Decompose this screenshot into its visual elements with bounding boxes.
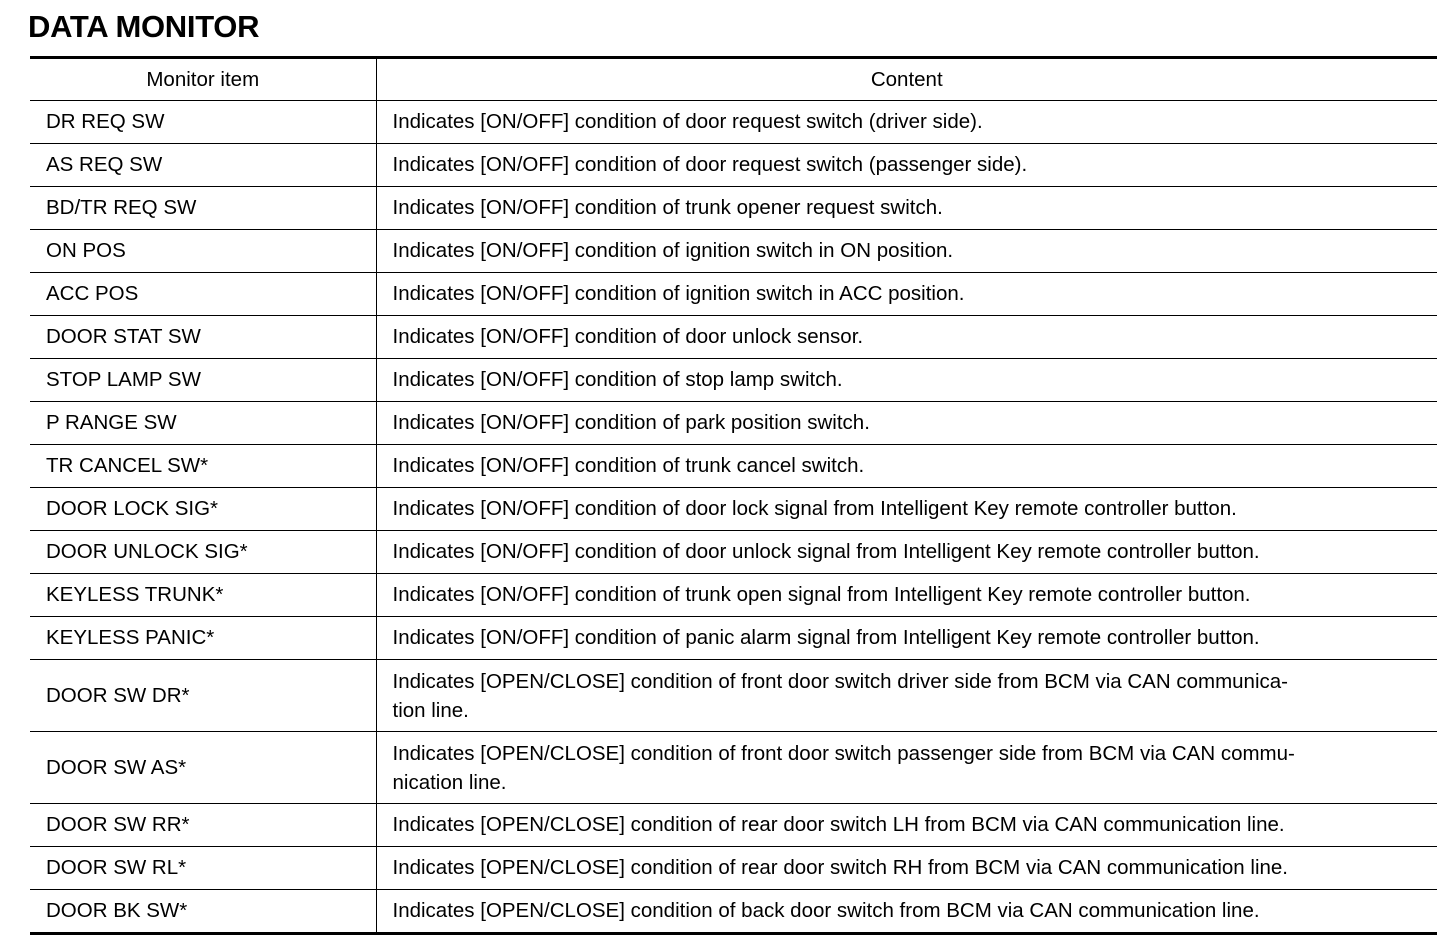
- table-row: [30, 847, 1437, 890]
- table-row: [30, 273, 1437, 316]
- monitor-item-cell: DOOR STAT SW: [30, 316, 376, 359]
- content-cell: Indicates [ON/OFF] condition of door lock signal from Intelligent Key remote controller button.: [376, 488, 1437, 531]
- data-monitor-table: [30, 56, 1437, 935]
- table-row: [30, 144, 1437, 187]
- content-cell: Indicates [ON/OFF] condition of trunk opener request switch.: [376, 187, 1437, 230]
- content-cell: Indicates [ON/OFF] condition of door request switch (driver side).: [376, 101, 1437, 144]
- table-row: [30, 890, 1437, 934]
- content-cell: [376, 660, 1437, 732]
- monitor-item-cell: DOOR UNLOCK SIG*: [30, 531, 376, 574]
- monitor-item-cell: ON POS: [30, 230, 376, 273]
- table-row: [30, 187, 1437, 230]
- column-header-monitor-item: Monitor item: [30, 58, 376, 101]
- content-line: tion line.: [392, 698, 469, 722]
- content-cell: Indicates [ON/OFF] condition of trunk cancel switch.: [376, 445, 1437, 488]
- monitor-item-cell: TR CANCEL SW*: [30, 445, 376, 488]
- table-row: [30, 617, 1437, 660]
- column-header-content: Content: [376, 58, 1437, 101]
- table-row: [30, 316, 1437, 359]
- monitor-item-cell: P RANGE SW: [30, 402, 376, 445]
- content-line: Indicates [OPEN/CLOSE] condition of front door switch driver side from BCM via CAN communica-: [392, 669, 1288, 693]
- monitor-item-cell: DOOR LOCK SIG*: [30, 488, 376, 531]
- table-row: [30, 732, 1437, 804]
- table-row: [30, 804, 1437, 847]
- table-row: [30, 488, 1437, 531]
- table-row: [30, 402, 1437, 445]
- monitor-item-cell: BD/TR REQ SW: [30, 187, 376, 230]
- monitor-item-cell: KEYLESS PANIC*: [30, 617, 376, 660]
- monitor-item-cell: DOOR SW DR*: [30, 660, 376, 732]
- table-row: [30, 230, 1437, 273]
- content-cell: Indicates [ON/OFF] condition of door unlock signal from Intelligent Key remote controller button.: [376, 531, 1437, 574]
- table-row: [30, 359, 1437, 402]
- content-cell: Indicates [ON/OFF] condition of door request switch (passenger side).: [376, 144, 1437, 187]
- content-line: nication line.: [392, 770, 507, 794]
- table-row: [30, 574, 1437, 617]
- content-cell: Indicates [OPEN/CLOSE] condition of rear door switch RH from BCM via CAN communication line.: [376, 847, 1437, 890]
- table-row: [30, 101, 1437, 144]
- monitor-item-cell: KEYLESS TRUNK*: [30, 574, 376, 617]
- table-row: [30, 445, 1437, 488]
- monitor-item-cell: AS REQ SW: [30, 144, 376, 187]
- content-cell: Indicates [ON/OFF] condition of ignition switch in ACC position.: [376, 273, 1437, 316]
- content-cell: Indicates [ON/OFF] condition of park position switch.: [376, 402, 1437, 445]
- monitor-item-cell: DOOR SW RL*: [30, 847, 376, 890]
- data-monitor-table-container: [30, 56, 1437, 935]
- monitor-item-cell: DOOR SW RR*: [30, 804, 376, 847]
- content-cell: Indicates [ON/OFF] condition of ignition switch in ON position.: [376, 230, 1437, 273]
- monitor-item-cell: DOOR BK SW*: [30, 890, 376, 934]
- content-cell: Indicates [OPEN/CLOSE] condition of rear door switch LH from BCM via CAN communication line.: [376, 804, 1437, 847]
- table-header-row: [30, 58, 1437, 101]
- content-line: Indicates [OPEN/CLOSE] condition of front door switch passenger side from BCM via CAN commu-: [392, 741, 1295, 765]
- monitor-item-cell: DR REQ SW: [30, 101, 376, 144]
- table-row: [30, 531, 1437, 574]
- monitor-item-cell: STOP LAMP SW: [30, 359, 376, 402]
- content-cell: Indicates [ON/OFF] condition of door unlock sensor.: [376, 316, 1437, 359]
- content-cell: [376, 732, 1437, 804]
- monitor-item-cell: DOOR SW AS*: [30, 732, 376, 804]
- monitor-item-cell: ACC POS: [30, 273, 376, 316]
- page-title: DATA MONITOR: [28, 9, 260, 44]
- content-cell: Indicates [ON/OFF] condition of panic alarm signal from Intelligent Key remote controller button.: [376, 617, 1437, 660]
- content-cell: Indicates [ON/OFF] condition of stop lamp switch.: [376, 359, 1437, 402]
- table-row: [30, 660, 1437, 732]
- content-cell: Indicates [OPEN/CLOSE] condition of back door switch from BCM via CAN communication line.: [392, 899, 1260, 922]
- content-cell: Indicates [ON/OFF] condition of trunk open signal from Intelligent Key remote controller button.: [376, 574, 1437, 617]
